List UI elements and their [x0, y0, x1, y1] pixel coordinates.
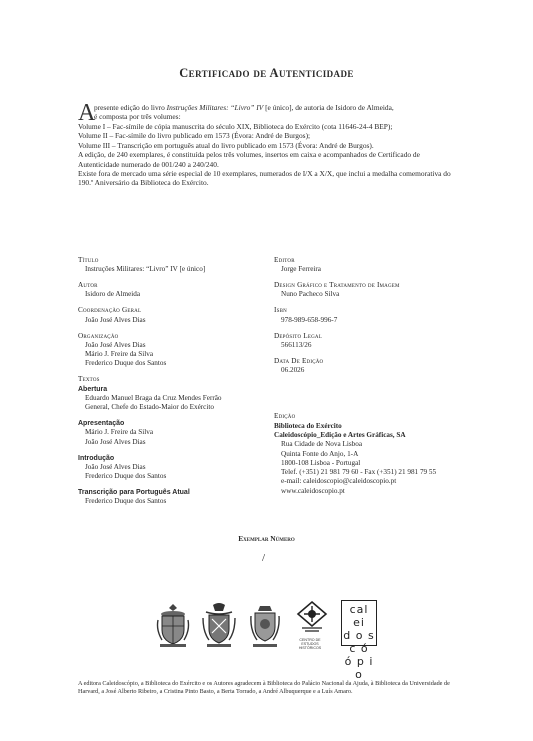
- author-value: Isidoro de Almeida: [85, 290, 141, 299]
- credit-isbn: [274, 306, 474, 325]
- coordination-label: Coordenação Geral: [78, 306, 142, 315]
- credit-organization: [78, 332, 268, 369]
- coat-of-arms-2-icon: [202, 602, 236, 648]
- ceh-line: CENTRO DE: [299, 638, 321, 642]
- phone-fax-line: Telef. (+351) 21 981 79 60 - Fax (+351) 21 981 79 55: [281, 468, 437, 477]
- title-value: Instruções Militares: “Livro” IV [e único]: [85, 265, 206, 274]
- introduction-value: João José Alves Dias: [85, 462, 146, 471]
- editor-label: Editor: [274, 256, 295, 264]
- exemplar-number-slash: /: [262, 552, 266, 564]
- credit-presentation: [78, 419, 268, 447]
- organization-label: Organização: [78, 331, 119, 340]
- credit-edition-date: [274, 357, 474, 376]
- credits-right-column: [274, 256, 474, 503]
- organization-value: Frederico Duque dos Santos: [85, 359, 167, 368]
- credit-introduction: [78, 454, 268, 482]
- volume-3: Volume III – Transcrição em português atual do livro publicado em 1573 (Évora: André de Burgos).: [78, 140, 374, 150]
- credit-transcription: [78, 488, 268, 507]
- intro-line2: é composta por três volumes:: [94, 112, 181, 122]
- design-value: Nuno Pacheco Silva: [281, 290, 340, 299]
- transcription-value: Frederico Duque dos Santos: [85, 497, 167, 506]
- ceh-line: ESTUDOS: [301, 642, 319, 647]
- ceh-line: HISTÓRICOS: [298, 646, 322, 651]
- edition-publisher-2: Caleidoscópio_Edição e Artes Gráficas, SA: [274, 430, 406, 439]
- organization-value: Mário J. Freire da Silva: [85, 350, 154, 359]
- page-title: Certificado de Autenticidade: [179, 66, 354, 80]
- credit-editor: [274, 256, 474, 275]
- logos-row: [150, 598, 390, 681]
- historical-studies-center-label: [288, 638, 332, 651]
- volume-2: Volume II – Fac-símile do livro publicado em 1573 (Évora: André de Burgos);: [78, 131, 311, 141]
- credit-author: [78, 281, 268, 300]
- introduction-label: Introdução: [78, 454, 115, 462]
- legal-deposit-value: 566113/26: [281, 340, 312, 349]
- address-line: Quinta Fonte do Anjo, 1-A: [281, 449, 359, 458]
- intro-line1-post: [e único], de autoria de Isidoro de Almeida,: [263, 103, 394, 112]
- credit-coordination: [78, 306, 268, 325]
- drop-cap: A: [78, 100, 96, 126]
- design-label: Design Gráfico e Tratamento de Imagem: [274, 281, 400, 290]
- credits-left-column: [78, 256, 268, 513]
- legal-deposit-label: Depósito Legal: [274, 331, 322, 340]
- address-line: Rua Cidade de Nova Lisboa: [281, 440, 363, 449]
- website-line: www.caleidoscopio.pt: [281, 486, 345, 495]
- presentation-value: João José Alves Dias: [85, 437, 146, 446]
- intro-line1-pre: presente edição do livro: [94, 103, 167, 112]
- edition-publisher-1: Biblioteca do Exército: [274, 421, 342, 430]
- edition-date-value: 06.2026: [281, 366, 305, 375]
- caleidoscopio-logo: [341, 600, 377, 681]
- coat-of-arms-1-icon: [156, 602, 190, 648]
- coordination-value: João José Alves Dias: [85, 315, 146, 324]
- texts-label: Textos: [78, 375, 100, 384]
- caleidoscopio-logo-line: ó p i o: [344, 655, 374, 681]
- credit-design: [274, 281, 474, 300]
- email-line: e-mail: caleidoscopio@caleidoscopio.pt: [281, 477, 397, 486]
- credit-legal-deposit: [274, 332, 474, 351]
- volume-1: Volume I – Fac-símile de cópia manuscrita do século XIX, Biblioteca do Exército (cota 11646-24-4 BEP);: [78, 122, 393, 131]
- opening-label: Abertura: [78, 385, 108, 393]
- address-line: 1800-108 Lisboa - Portugal: [281, 458, 361, 467]
- presentation-label: Apresentação: [78, 420, 125, 428]
- opening-value: Eduardo Manuel Braga da Cruz Mendes Ferrão: [85, 393, 222, 402]
- isbn-label: Isbn: [274, 306, 287, 315]
- caleidoscopio-logo-line: d o s c ó: [343, 629, 375, 655]
- intro-text: [78, 100, 456, 188]
- isbn-value: 978-989-658-996-7: [281, 315, 338, 324]
- transcription-label: Transcrição para Português Atual: [78, 489, 190, 497]
- editor-value: Jorge Ferreira: [281, 265, 321, 274]
- credit-edition: [274, 412, 474, 496]
- edition-info: A edição, de 240 exemplares, é constituída pelos três volumes, insertos em caixa e acompanhados de Certificado de Autenticidade numerado de 001/240 a 240/240.: [78, 150, 420, 169]
- organization-value: João José Alves Dias: [85, 340, 146, 349]
- acknowledgements-footer: A editora Caleidoscópio, a Biblioteca do Exército e os Autores agradecem à Biblioteca do Palácio Nacional da Ajuda, à Biblioteca da Universidade de Harvard, a José Alberto Ribeiro, a Cristina Pinto Basto, a Berta Torrado, a André Albuquerque e a Luís Amaro.: [78, 680, 450, 695]
- author-label: Autor: [78, 281, 98, 290]
- opening-value: General, Chefe do Estado-Maior do Exército: [85, 403, 214, 412]
- introduction-value: Frederico Duque dos Santos: [85, 472, 167, 481]
- credit-title: [78, 256, 268, 275]
- intro-first-paragraph: [78, 100, 456, 126]
- presentation-value: Mário J. Freire da Silva: [85, 428, 154, 437]
- edition-label: Edição: [274, 412, 296, 421]
- special-series-info: Existe fora de mercado uma série especial de 10 exemplares, numerados de I/X a X/X, que inclui a medalha comemorativa do 190.º Aniversário da Biblioteca do Exército.: [78, 169, 451, 188]
- historical-studies-center-icon: [296, 600, 328, 638]
- book-title: Instruções Militares: “Livro” IV: [166, 103, 264, 112]
- exemplar-number-label: Exemplar Número: [238, 534, 295, 543]
- title-label: Título: [78, 256, 99, 264]
- caleidoscopio-logo-line: cal ei: [349, 603, 369, 629]
- edition-date-label: Data De Edição: [274, 356, 324, 365]
- coat-of-arms-3-icon: [248, 602, 282, 648]
- credit-texts: [78, 375, 268, 412]
